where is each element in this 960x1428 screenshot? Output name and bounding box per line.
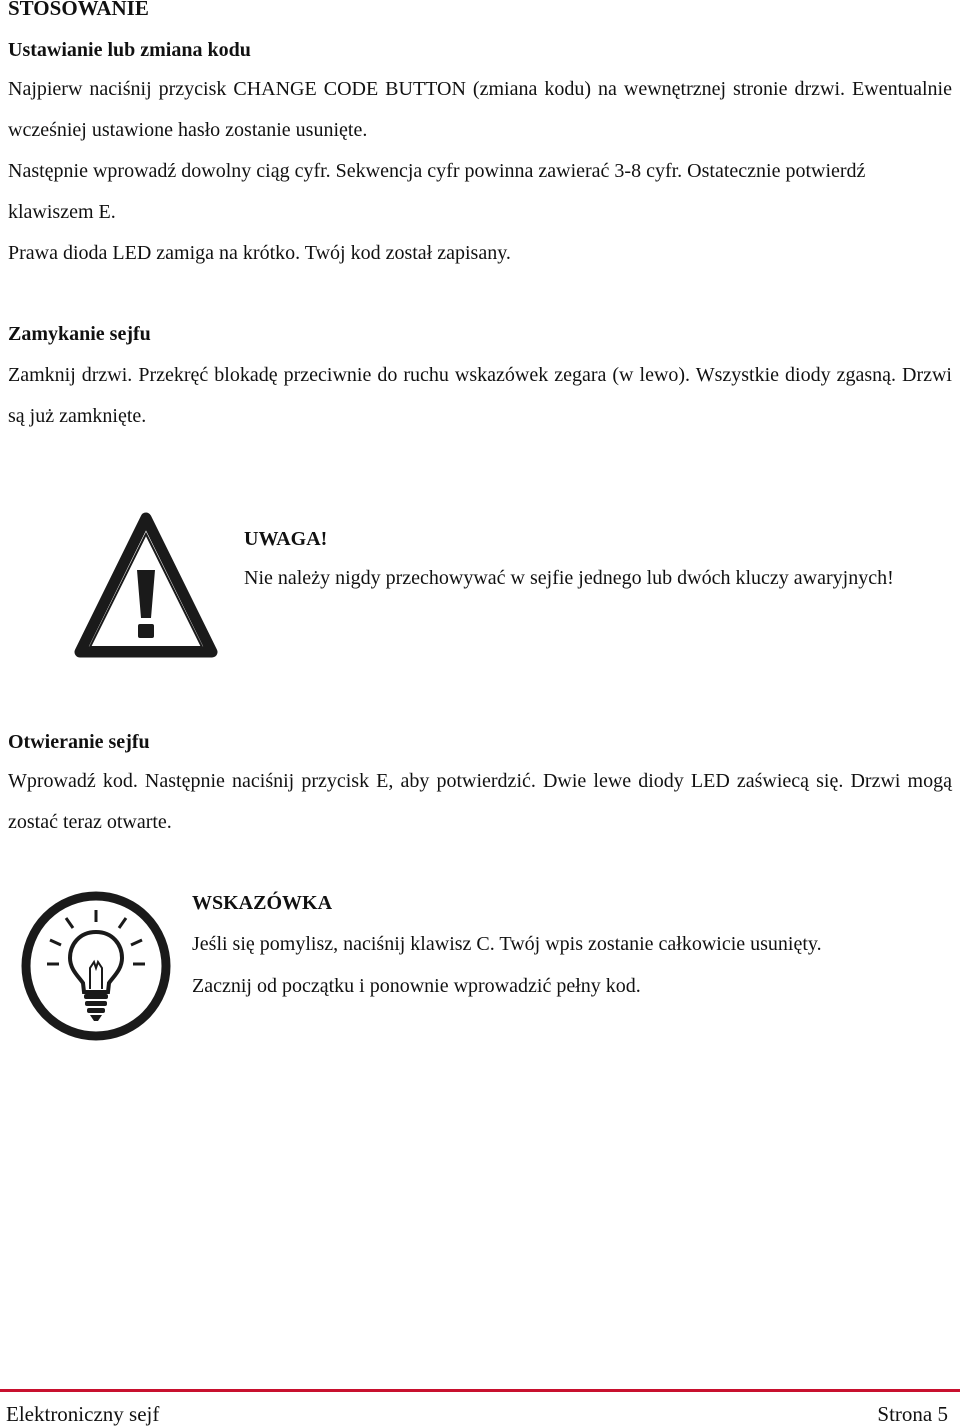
tip-line-2: Zacznij od początku i ponownie wprowadzić pełny kod. bbox=[192, 975, 641, 997]
warning-title: UWAGA! bbox=[244, 528, 328, 550]
footer-divider bbox=[0, 1389, 960, 1392]
section-title-close: Zamykanie sejfu bbox=[8, 323, 151, 345]
tip-line-1: Jeśli się pomylisz, naciśnij klawisz C. Twój wpis zostanie całkowicie usunięty. bbox=[192, 933, 822, 955]
lightbulb-icon bbox=[20, 888, 172, 1044]
section-close-paragraph: Zamknij drzwi. Przekręć blokadę przeciwnie do ruchu wskazówek zegara (w lewo). Wszystkie diody zgasną. Drzwi są już zamknięte. bbox=[8, 364, 952, 427]
tip-title: WSKAZÓWKA bbox=[192, 892, 333, 914]
section-code-paragraph-1: Najpierw naciśnij przycisk CHANGE CODE BUTTON (zmiana kodu) na wewnętrznej stronie drzwi. Ewentualnie wcześniej ustawione hasło zostanie usunięte. bbox=[8, 78, 952, 141]
section-title-open: Otwieranie sejfu bbox=[8, 731, 150, 753]
section-title-code: Ustawianie lub zmiana kodu bbox=[8, 39, 251, 61]
section-code-paragraph-3: Prawa dioda LED zamiga na krótko. Twój kod został zapisany. bbox=[8, 242, 511, 264]
warning-triangle-icon bbox=[74, 510, 218, 660]
page-heading: STOSOWANIE bbox=[8, 0, 149, 20]
warning-text: Nie należy nigdy przechowywać w sejfie jednego lub dwóch kluczy awaryjnych! bbox=[244, 567, 894, 589]
section-open-paragraph: Wprowadź kod. Następnie naciśnij przycisk E, aby potwierdzić. Dwie lewe diody LED zaświecą się. Drzwi mogą zostać teraz otwarte. bbox=[8, 770, 952, 833]
footer-document-title: Elektroniczny sejf bbox=[6, 1402, 160, 1426]
section-code-paragraph-2: Następnie wprowadź dowolny ciąg cyfr. Sekwencja cyfr powinna zawierać 3-8 cyfr. Ostatecznie potwierdź klawiszem E. bbox=[8, 160, 866, 223]
footer-page-number: Strona 5 bbox=[877, 1402, 948, 1426]
